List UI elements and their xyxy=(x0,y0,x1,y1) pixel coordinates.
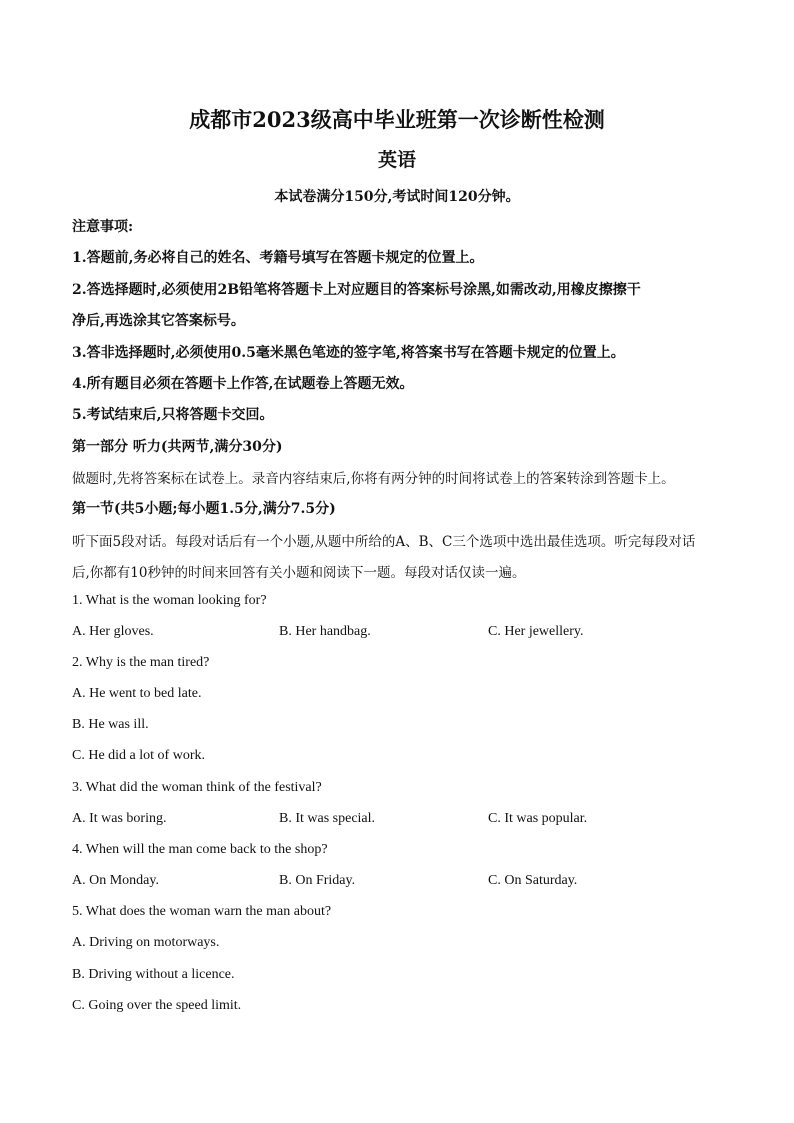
question-1-stem: 1. What is the woman looking for? xyxy=(72,593,267,608)
question-3-option-a: A. It was boring. xyxy=(72,811,167,826)
subject-title: 英语 xyxy=(377,149,416,171)
exam-info: 本试卷满分150分,考试时间120分钟。 xyxy=(274,189,520,205)
question-1-option-a: A. Her gloves. xyxy=(72,624,154,639)
note-item-4: 4.所有题目必须在答题卡上作答,在试题卷上答题无效。 xyxy=(72,376,414,392)
question-5-option-b: B. Driving without a licence. xyxy=(72,967,235,982)
part1-heading: 第一部分 听力(共两节,满分30分) xyxy=(72,439,283,455)
question-4-option-a: A. On Monday. xyxy=(72,873,159,888)
question-2-stem: 2. Why is the man tired? xyxy=(72,655,210,670)
question-4-option-b: B. On Friday. xyxy=(279,873,356,888)
question-4-stem: 4. When will the man come back to the shop? xyxy=(72,842,328,857)
note-item-5: 5.考试结束后,只将答题卡交回。 xyxy=(72,407,274,423)
section1-instruction-line2: 后,你都有10秒钟的时间来回答有关小题和阅读下一题。每段对话仅读一遍。 xyxy=(72,565,526,581)
section1-heading: 第一节(共5小题;每小题1.5分,满分7.5分) xyxy=(72,501,336,517)
question-2-option-b: B. He was ill. xyxy=(72,717,149,732)
question-3-stem: 3. What did the woman think of the festival? xyxy=(72,780,322,795)
question-4-option-c: C. On Saturday. xyxy=(488,873,578,888)
note-item-1: 1.答题前,务必将自己的姓名、考籍号填写在答题卡规定的位置上。 xyxy=(72,250,484,266)
question-1-option-c: C. Her jewellery. xyxy=(488,624,584,639)
question-3-option-c: C. It was popular. xyxy=(488,811,588,826)
part1-instruction: 做题时,先将答案标在试卷上。录音内容结束后,你将有两分钟的时间将试卷上的答案转涂到答题卡上。 xyxy=(72,471,675,487)
exam-title: 成都市2023级高中毕业班第一次诊断性检测 xyxy=(189,107,605,132)
question-5-option-c: C. Going over the speed limit. xyxy=(72,998,242,1013)
question-5-option-a: A. Driving on motorways. xyxy=(72,935,220,950)
notes-heading: 注意事项: xyxy=(72,219,134,235)
note-item-3: 3.答非选择题时,必须使用0.5毫米黑色笔迹的签字笔,将答案书写在答题卡规定的位置上。 xyxy=(72,345,625,361)
question-3-option-b: B. It was special. xyxy=(279,811,376,826)
section1-instruction-line1: 听下面5段对话。每段对话后有一个小题,从题中所给的A、B、C三个选项中选出最佳选项。听完每段对话 xyxy=(72,534,696,550)
note-item-2: 2.答选择题时,必须使用2B铅笔将答题卡上对应题目的答案标号涂黑,如需改动,用橡皮擦擦干 xyxy=(72,282,641,298)
note-item-2-cont: 净后,再选涂其它答案标号。 xyxy=(72,313,245,329)
question-1-option-b: B. Her handbag. xyxy=(279,624,371,639)
question-2-option-a: A. He went to bed late. xyxy=(72,686,202,701)
question-5-stem: 5. What does the woman warn the man about? xyxy=(72,904,332,919)
question-2-option-c: C. He did a lot of work. xyxy=(72,748,205,763)
